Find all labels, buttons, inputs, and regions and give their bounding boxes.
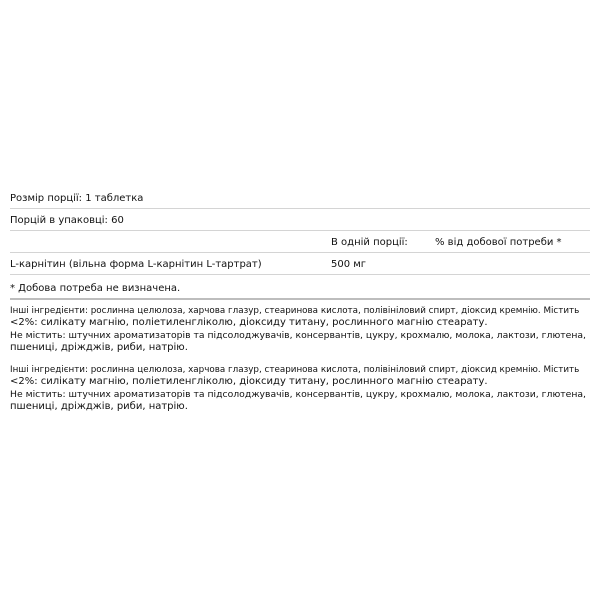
daily-value-header: % від добової потреби * bbox=[435, 237, 562, 248]
paragraph-line: <2%: силікату магнію, поліетиленгліколю, діоксиду титану, рослинного магнію стеарату. bbox=[10, 376, 488, 388]
supplement-facts-table bbox=[10, 187, 590, 300]
servings-per-container-text: Порцій в упаковці: 60 bbox=[10, 215, 124, 226]
footnote-text: * Добова потреба не визначена. bbox=[10, 283, 181, 294]
ingredient-row bbox=[10, 253, 590, 275]
ingredient-name: L-карнітин (вільна форма L-карнітин L-тартрат) bbox=[10, 259, 262, 270]
ingredient-amount: 500 мг bbox=[331, 259, 367, 270]
paragraph-line: Не містить: штучних ароматизаторів та підсолоджувачів, консервантів, цукру, крохмалю, молока, лактози, глютена, bbox=[10, 329, 586, 341]
footnote-row bbox=[10, 275, 590, 300]
servings-per-container-row bbox=[10, 209, 590, 231]
paragraph-line: <2%: силікату магнію, поліетиленгліколю, діоксиду титану, рослинного магнію стеарату. bbox=[10, 317, 488, 329]
paragraph-line: Не містить: штучних ароматизаторів та підсолоджувачів, консервантів, цукру, крохмалю, молока, лактози, глютена, bbox=[10, 388, 586, 400]
per-serving-header: В одній порції: bbox=[331, 237, 408, 248]
serving-size-text: Розмір порції: 1 таблетка bbox=[10, 193, 144, 204]
paragraph-line: Інші інгредієнти: рослинна целюлоза, харчова глазур, стеаринова кислота, полівініловий спирт, діоксид кремнію. Містить bbox=[10, 306, 580, 316]
paragraph-line: пшениці, дріжджів, риби, натрію. bbox=[10, 400, 188, 412]
paragraph-line: пшениці, дріжджів, риби, натрію. bbox=[10, 341, 188, 353]
other-ingredients-paragraph bbox=[10, 364, 590, 413]
serving-size-row bbox=[10, 187, 590, 209]
paragraph-line: Інші інгредієнти: рослинна целюлоза, харчова глазур, стеаринова кислота, полівініловий спирт, діоксид кремнію. Містить bbox=[10, 365, 580, 375]
other-ingredients-paragraph bbox=[10, 305, 590, 354]
table-header-row bbox=[10, 231, 590, 253]
